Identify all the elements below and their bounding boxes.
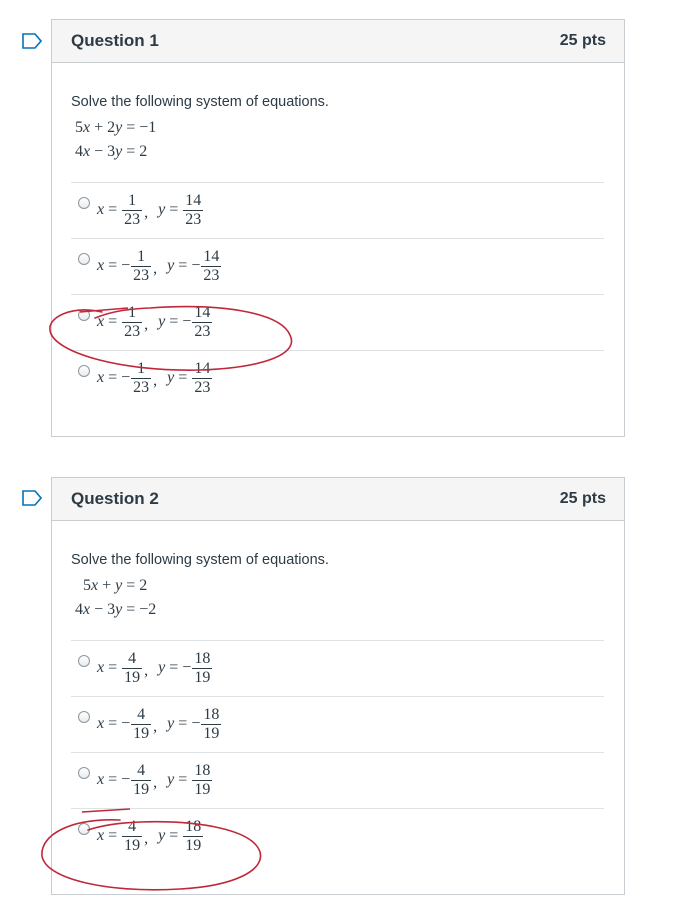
radio-button[interactable] [78, 655, 90, 667]
answer-option[interactable] [71, 696, 604, 752]
x-fraction [131, 360, 151, 397]
flag-question-icon[interactable] [22, 33, 42, 49]
x-denominator: 19 [133, 724, 150, 742]
y-numerator: 18 [185, 817, 202, 835]
equation-2: 4x − 3y = −2 [71, 601, 157, 618]
question-prompt: Solve the following system of equations. [71, 94, 329, 110]
y-sign: − [191, 257, 201, 274]
x-denominator: 23 [133, 266, 150, 284]
y-denominator: 19 [194, 780, 211, 798]
answer-math: x = − $\frac{4}{19}$ , y = − $\frac{18}{19}$ [97, 705, 220, 742]
answer-math: x = $\frac{4}{19}$ , y = $\frac{18}{19}$ [97, 817, 202, 854]
x-numerator: 4 [128, 649, 137, 667]
question-points: 25 pts [559, 32, 606, 49]
x-denominator: 19 [124, 668, 141, 686]
x-fraction [122, 192, 142, 229]
equation-1: 5x + 2y = −1 [71, 119, 157, 136]
y-fraction [192, 304, 212, 341]
y-fraction [183, 818, 203, 855]
x-denominator: 23 [124, 210, 141, 228]
y-numerator: 14 [203, 247, 220, 265]
y-fraction [192, 360, 212, 397]
x-numerator: 4 [137, 705, 146, 723]
answer-list [71, 640, 604, 864]
x-fraction [131, 248, 151, 285]
x-numerator: 1 [137, 247, 146, 265]
answer-option[interactable] [71, 182, 604, 238]
y-denominator: 19 [203, 724, 220, 742]
y-sign: − [191, 715, 201, 732]
y-denominator: 23 [194, 322, 211, 340]
y-numerator: 14 [194, 359, 211, 377]
x-sign: − [121, 369, 131, 386]
x-numerator: 1 [128, 303, 137, 321]
question-card-1 [51, 19, 625, 437]
answer-option[interactable] [71, 294, 604, 350]
y-sign: − [182, 313, 192, 330]
x-fraction [131, 762, 151, 799]
equation-1: 5x + y = 2 [71, 577, 148, 594]
answer-option[interactable] [71, 808, 604, 864]
x-numerator: 1 [137, 359, 146, 377]
y-sign: − [182, 659, 192, 676]
answer-option[interactable] [71, 350, 604, 406]
y-fraction [192, 650, 212, 687]
y-denominator: 23 [203, 266, 220, 284]
question-header [52, 478, 624, 521]
question-points: 25 pts [559, 490, 606, 507]
answer-option[interactable] [71, 640, 604, 696]
radio-button[interactable] [78, 309, 90, 321]
question-card-2 [51, 477, 625, 895]
x-numerator: 1 [128, 191, 137, 209]
flag-question-icon[interactable] [22, 490, 42, 506]
x-numerator: 4 [128, 817, 137, 835]
x-fraction [122, 650, 142, 687]
y-numerator: 14 [194, 303, 211, 321]
question-title: Question 1 [71, 31, 159, 50]
x-sign: − [121, 715, 131, 732]
question-header [52, 20, 624, 63]
y-numerator: 18 [194, 761, 211, 779]
answer-math: x = − $\frac{4}{19}$ , y = $\frac{18}{19}$ [97, 761, 211, 798]
x-sign: − [121, 257, 131, 274]
x-denominator: 23 [133, 378, 150, 396]
y-numerator: 18 [194, 649, 211, 667]
answer-option[interactable] [71, 238, 604, 294]
y-denominator: 23 [185, 210, 202, 228]
question-title: Question 2 [71, 489, 159, 508]
equation-system [71, 574, 604, 622]
x-fraction [122, 818, 142, 855]
y-numerator: 18 [203, 705, 220, 723]
x-fraction [122, 304, 142, 341]
x-fraction [131, 706, 151, 743]
y-denominator: 23 [194, 378, 211, 396]
y-fraction [201, 706, 221, 743]
x-numerator: 4 [137, 761, 146, 779]
y-fraction [192, 762, 212, 799]
x-denominator: 23 [124, 322, 141, 340]
radio-button[interactable] [78, 711, 90, 723]
y-denominator: 19 [185, 836, 202, 854]
answer-math: x = − $\frac{1}{23}$ , y = $\frac{14}{23}$ [97, 359, 211, 396]
answer-math: x = − $\frac{1}{23}$ , y = − $\frac{14}{23}$ [97, 247, 220, 284]
question-prompt: Solve the following system of equations. [71, 552, 329, 568]
radio-button[interactable] [78, 767, 90, 779]
answer-math: x = $\frac{4}{19}$ , y = − $\frac{18}{19}$ [97, 649, 211, 686]
y-numerator: 14 [185, 191, 202, 209]
equation-2: 4x − 3y = 2 [71, 143, 148, 160]
x-denominator: 19 [133, 780, 150, 798]
radio-button[interactable] [78, 253, 90, 265]
y-fraction [201, 248, 221, 285]
radio-button[interactable] [78, 365, 90, 377]
radio-button[interactable] [78, 197, 90, 209]
answer-option[interactable] [71, 752, 604, 808]
y-denominator: 19 [194, 668, 211, 686]
equation-system [71, 116, 604, 164]
y-fraction [183, 192, 203, 229]
radio-button[interactable] [78, 823, 90, 835]
answer-list [71, 182, 604, 406]
x-sign: − [121, 771, 131, 788]
x-denominator: 19 [124, 836, 141, 854]
answer-math: x = $\frac{1}{23}$ , y = $\frac{14}{23}$ [97, 191, 202, 228]
answer-math: x = $\frac{1}{23}$ , y = − $\frac{14}{23}$ [97, 303, 211, 340]
